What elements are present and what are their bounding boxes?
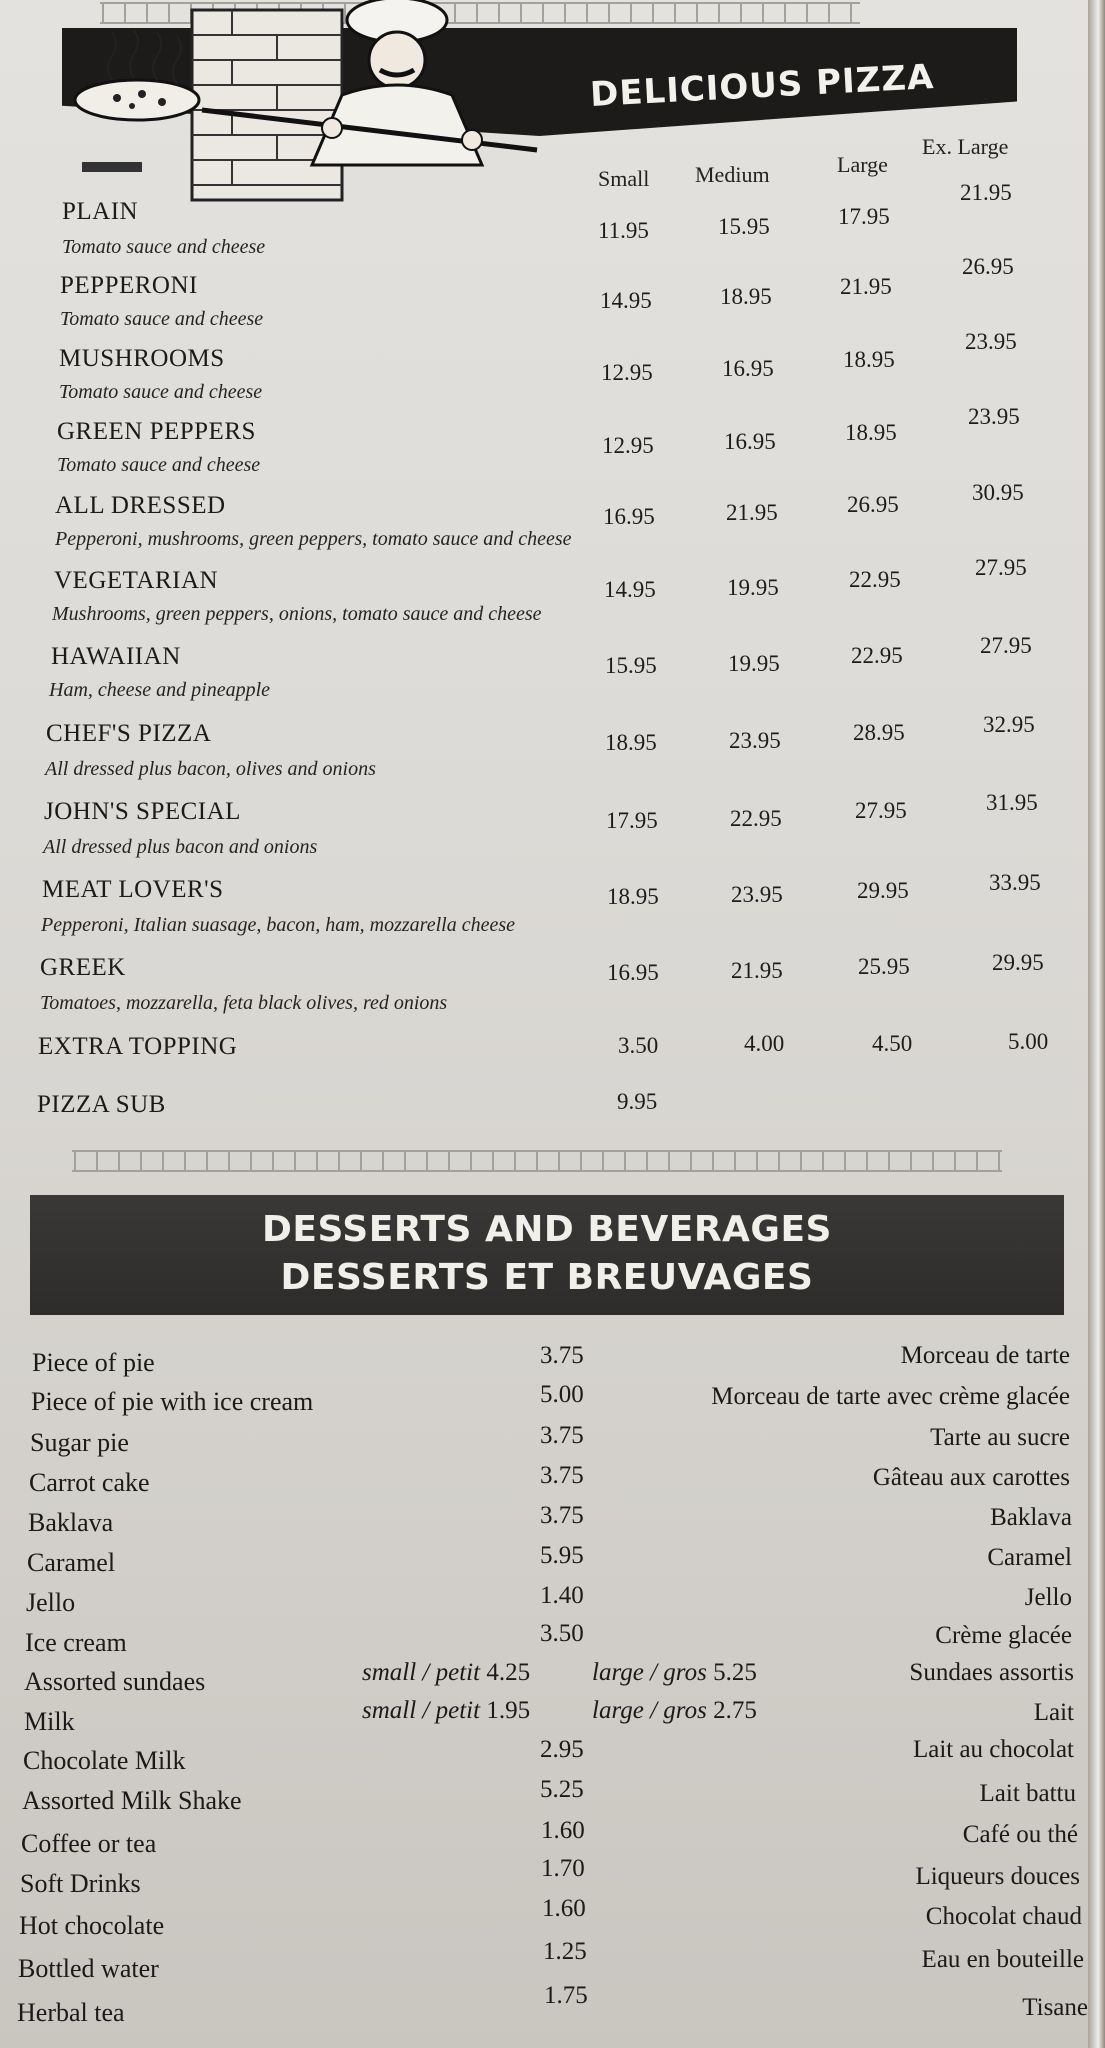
price-large: 28.95 — [853, 720, 905, 745]
item-price: 5.00 — [540, 1381, 584, 1408]
item-english: Coffee or tea — [21, 1829, 157, 1858]
price-ex-large: 27.95 — [975, 555, 1027, 580]
item-french: Sundaes assortis — [909, 1659, 1074, 1686]
column-header-medium: Medium — [695, 162, 770, 187]
item-price: 5.95 — [540, 1542, 584, 1569]
pizza-description: All dressed plus bacon, olives and onions — [45, 758, 376, 780]
greek-key-border-middle — [72, 1150, 1002, 1172]
pizza-row-plain — [0, 180, 1088, 268]
column-header-ex-large: Ex. Large — [922, 134, 1009, 159]
price-ex-large: 23.95 — [968, 404, 1020, 429]
item-price: 3.75 — [540, 1342, 584, 1369]
small-size-label: small / petit — [362, 1697, 481, 1724]
dessert-row — [0, 1542, 1088, 1586]
item-french: Tisane — [1022, 1994, 1088, 2021]
item-french: Lait battu — [979, 1780, 1076, 1807]
small-size-option — [362, 1697, 530, 1725]
item-french: Morceau de tarte avec crème glacée — [711, 1383, 1070, 1410]
pizza-description: Pepperoni, mushrooms, green peppers, tomato sauce and cheese — [55, 528, 572, 550]
item-english: Piece of pie — [32, 1348, 155, 1377]
price-large: 25.95 — [858, 954, 910, 979]
price-large: 26.95 — [847, 492, 899, 517]
price-large: 22.95 — [849, 567, 901, 592]
price-medium: 23.95 — [731, 882, 783, 907]
item-english: Baklava — [28, 1508, 114, 1537]
pizza-row-greek — [0, 950, 1088, 1024]
item-english: Chocolate Milk — [23, 1746, 186, 1775]
price-small: 14.95 — [600, 288, 652, 313]
price-ex-large: 5.00 — [1008, 1029, 1049, 1054]
dessert-row — [0, 1422, 1088, 1466]
small-size-label: small / petit — [362, 1659, 481, 1686]
column-header-small: Small — [598, 166, 650, 191]
price-large: 4.50 — [872, 1031, 913, 1056]
price-small: 18.95 — [607, 884, 659, 909]
large-size-price: 2.75 — [713, 1697, 757, 1724]
large-size-price: 5.25 — [713, 1659, 757, 1686]
column-header-large: Large — [837, 152, 888, 177]
pizza-description: Tomato sauce and cheese — [62, 236, 266, 258]
pizza-row-chefs-pizza — [0, 712, 1088, 790]
chef-illustration — [62, 0, 542, 205]
price-medium: 22.95 — [730, 806, 782, 831]
price-ex-large: 21.95 — [960, 180, 1012, 205]
dessert-row — [0, 1502, 1088, 1546]
pizza-description: Tomato sauce and cheese — [57, 454, 261, 476]
price-large: 18.95 — [845, 420, 897, 445]
item-price: 3.75 — [540, 1502, 584, 1529]
price-medium: 23.95 — [729, 728, 781, 753]
pizza-row-pepperoni — [0, 254, 1088, 342]
price-small: 16.95 — [607, 960, 659, 985]
pizza-name: MEAT LOVER'S — [42, 876, 224, 903]
item-french: Baklava — [990, 1504, 1072, 1531]
item-french: Caramel — [987, 1544, 1072, 1571]
pizza-description: Tomato sauce and cheese — [59, 381, 263, 403]
item-french: Liqueurs douces — [915, 1863, 1080, 1890]
desserts-header-banner — [30, 1195, 1064, 1315]
price-small: 3.50 — [618, 1033, 659, 1058]
price-medium: 19.95 — [727, 575, 779, 600]
item-english: Herbal tea — [17, 1998, 125, 2027]
price-ex-large: 27.95 — [980, 633, 1032, 658]
pizza-row-johns-special — [0, 790, 1088, 868]
price-medium: 16.95 — [724, 429, 776, 454]
large-size-option — [592, 1697, 757, 1725]
item-price: 3.50 — [540, 1620, 584, 1647]
price-ex-large: 29.95 — [992, 950, 1044, 975]
pizza-name: MUSHROOMS — [59, 345, 225, 372]
price-small: 14.95 — [604, 577, 656, 602]
pizza-description: Ham, cheese and pineapple — [49, 679, 271, 701]
item-price: 2.95 — [540, 1736, 584, 1763]
item-french: Chocolat chaud — [925, 1903, 1082, 1930]
price-small: 12.95 — [601, 360, 653, 385]
item-english: Soft Drinks — [20, 1869, 141, 1898]
item-french: Eau en bouteille — [921, 1946, 1084, 1973]
pizza-description: All dressed plus bacon and onions — [43, 836, 318, 858]
price-ex-large: 31.95 — [986, 790, 1038, 815]
pizza-row-hawaiian — [0, 633, 1088, 713]
small-size-price: 1.95 — [486, 1697, 531, 1724]
pizza-name: HAWAIIAN — [51, 643, 181, 670]
dessert-row — [0, 1659, 1088, 1705]
item-english: Piece of pie with ice cream — [31, 1387, 314, 1416]
item-french: Café ou thé — [962, 1821, 1078, 1848]
pizza-section-title: DELICIOUS PIZZA — [589, 57, 936, 115]
item-french: Lait — [1033, 1699, 1074, 1726]
item-price: 1.60 — [541, 1817, 585, 1844]
item-english: Assorted Milk Shake — [22, 1786, 242, 1815]
pizza-name: ALL DRESSED — [55, 492, 226, 519]
price-medium: 16.95 — [722, 356, 774, 381]
item-english: Jello — [26, 1588, 76, 1617]
pizza-row-mushrooms — [0, 329, 1088, 415]
pizza-row-all-dressed — [0, 480, 1088, 562]
dessert-row — [0, 1462, 1088, 1506]
price-large: 29.95 — [857, 878, 909, 903]
small-size-price: 4.25 — [486, 1659, 531, 1686]
price-ex-large: 32.95 — [983, 712, 1035, 737]
price-ex-large: 33.95 — [989, 870, 1041, 895]
pizza-row-green-peppers — [0, 404, 1088, 488]
pizza-description: Mushrooms, green peppers, onions, tomato sauce and cheese — [52, 603, 542, 625]
item-english: Bottled water — [18, 1954, 159, 1983]
item-english: Sugar pie — [30, 1428, 129, 1457]
pizza-row-vegetarian — [0, 555, 1088, 637]
price-medium: 4.00 — [744, 1031, 785, 1056]
item-price: 3.75 — [540, 1422, 584, 1449]
item-price: 1.40 — [540, 1582, 584, 1609]
large-size-label: large / gros — [592, 1697, 707, 1724]
item-french: Tarte au sucre — [930, 1424, 1070, 1451]
price-large: 17.95 — [838, 204, 890, 229]
price-medium: 21.95 — [726, 500, 778, 525]
price-ex-large: 23.95 — [965, 329, 1017, 354]
item-french: Lait au chocolat — [912, 1736, 1074, 1763]
price-small: 12.95 — [602, 433, 654, 458]
price-ex-large: 26.95 — [962, 254, 1014, 279]
item-english: Caramel — [27, 1548, 116, 1577]
desserts-title-french: DESSERTS ET BREUVAGES — [280, 1257, 814, 1298]
desserts-title-english: DESSERTS AND BEVERAGES — [262, 1209, 832, 1250]
item-french: Gâteau aux carottes — [872, 1464, 1070, 1491]
pizza-description: Tomato sauce and cheese — [60, 308, 264, 330]
price-small: 16.95 — [603, 504, 655, 529]
pizza-sub-label: PIZZA SUB — [37, 1091, 166, 1118]
price-large: 18.95 — [843, 347, 895, 372]
large-size-label: large / gros — [592, 1659, 707, 1686]
item-price: 1.25 — [543, 1938, 587, 1965]
small-size-option — [362, 1659, 530, 1687]
price-small: 18.95 — [605, 730, 657, 755]
item-english: Milk — [24, 1707, 75, 1736]
price-large: 21.95 — [840, 274, 892, 299]
item-price: 1.60 — [542, 1895, 586, 1922]
item-price: 1.70 — [541, 1855, 585, 1882]
pizza-name: PLAIN — [62, 198, 139, 225]
pizza-name: VEGETARIAN — [54, 567, 219, 594]
item-price: 1.75 — [544, 1982, 588, 2009]
item-french: Crème glacée — [935, 1622, 1072, 1649]
price-ex-large: 30.95 — [972, 480, 1024, 505]
extra-topping-label: EXTRA TOPPING — [38, 1033, 238, 1060]
pizza-name: PEPPERONI — [60, 272, 198, 299]
item-french: Morceau de tarte — [900, 1342, 1070, 1369]
item-french: Jello — [1024, 1584, 1072, 1611]
item-price: 3.75 — [540, 1462, 584, 1489]
pizza-row-meat-lovers — [0, 870, 1088, 946]
item-english: Ice cream — [25, 1628, 127, 1657]
price-large: 22.95 — [851, 643, 903, 668]
large-size-option — [592, 1659, 757, 1687]
pizza-description: Tomatoes, mozzarella, feta black olives, red onions — [40, 992, 448, 1014]
price-small: 9.95 — [617, 1089, 658, 1114]
price-medium: 19.95 — [728, 651, 780, 676]
item-english: Hot chocolate — [19, 1911, 165, 1940]
pizza-name: JOHN'S SPECIAL — [44, 798, 241, 825]
pizza-name: GREEN PEPPERS — [57, 418, 256, 445]
page-edge — [1088, 0, 1105, 2048]
price-small: 11.95 — [598, 218, 649, 243]
item-price: 5.25 — [540, 1776, 584, 1803]
dessert-row — [0, 1381, 1088, 1425]
price-medium: 18.95 — [720, 284, 772, 309]
price-large: 27.95 — [855, 798, 907, 823]
price-medium: 15.95 — [718, 214, 770, 239]
item-english: Assorted sundaes — [24, 1667, 206, 1696]
price-medium: 21.95 — [731, 958, 783, 983]
pizza-name: GREEK — [40, 954, 126, 981]
pizza-name: CHEF'S PIZZA — [46, 720, 212, 747]
item-english: Carrot cake — [29, 1468, 150, 1497]
price-small: 17.95 — [606, 808, 658, 833]
pizza-description: Pepperoni, Italian suasage, bacon, ham, mozzarella cheese — [41, 914, 515, 936]
dessert-row — [0, 1982, 1088, 2036]
price-small: 15.95 — [605, 653, 657, 678]
